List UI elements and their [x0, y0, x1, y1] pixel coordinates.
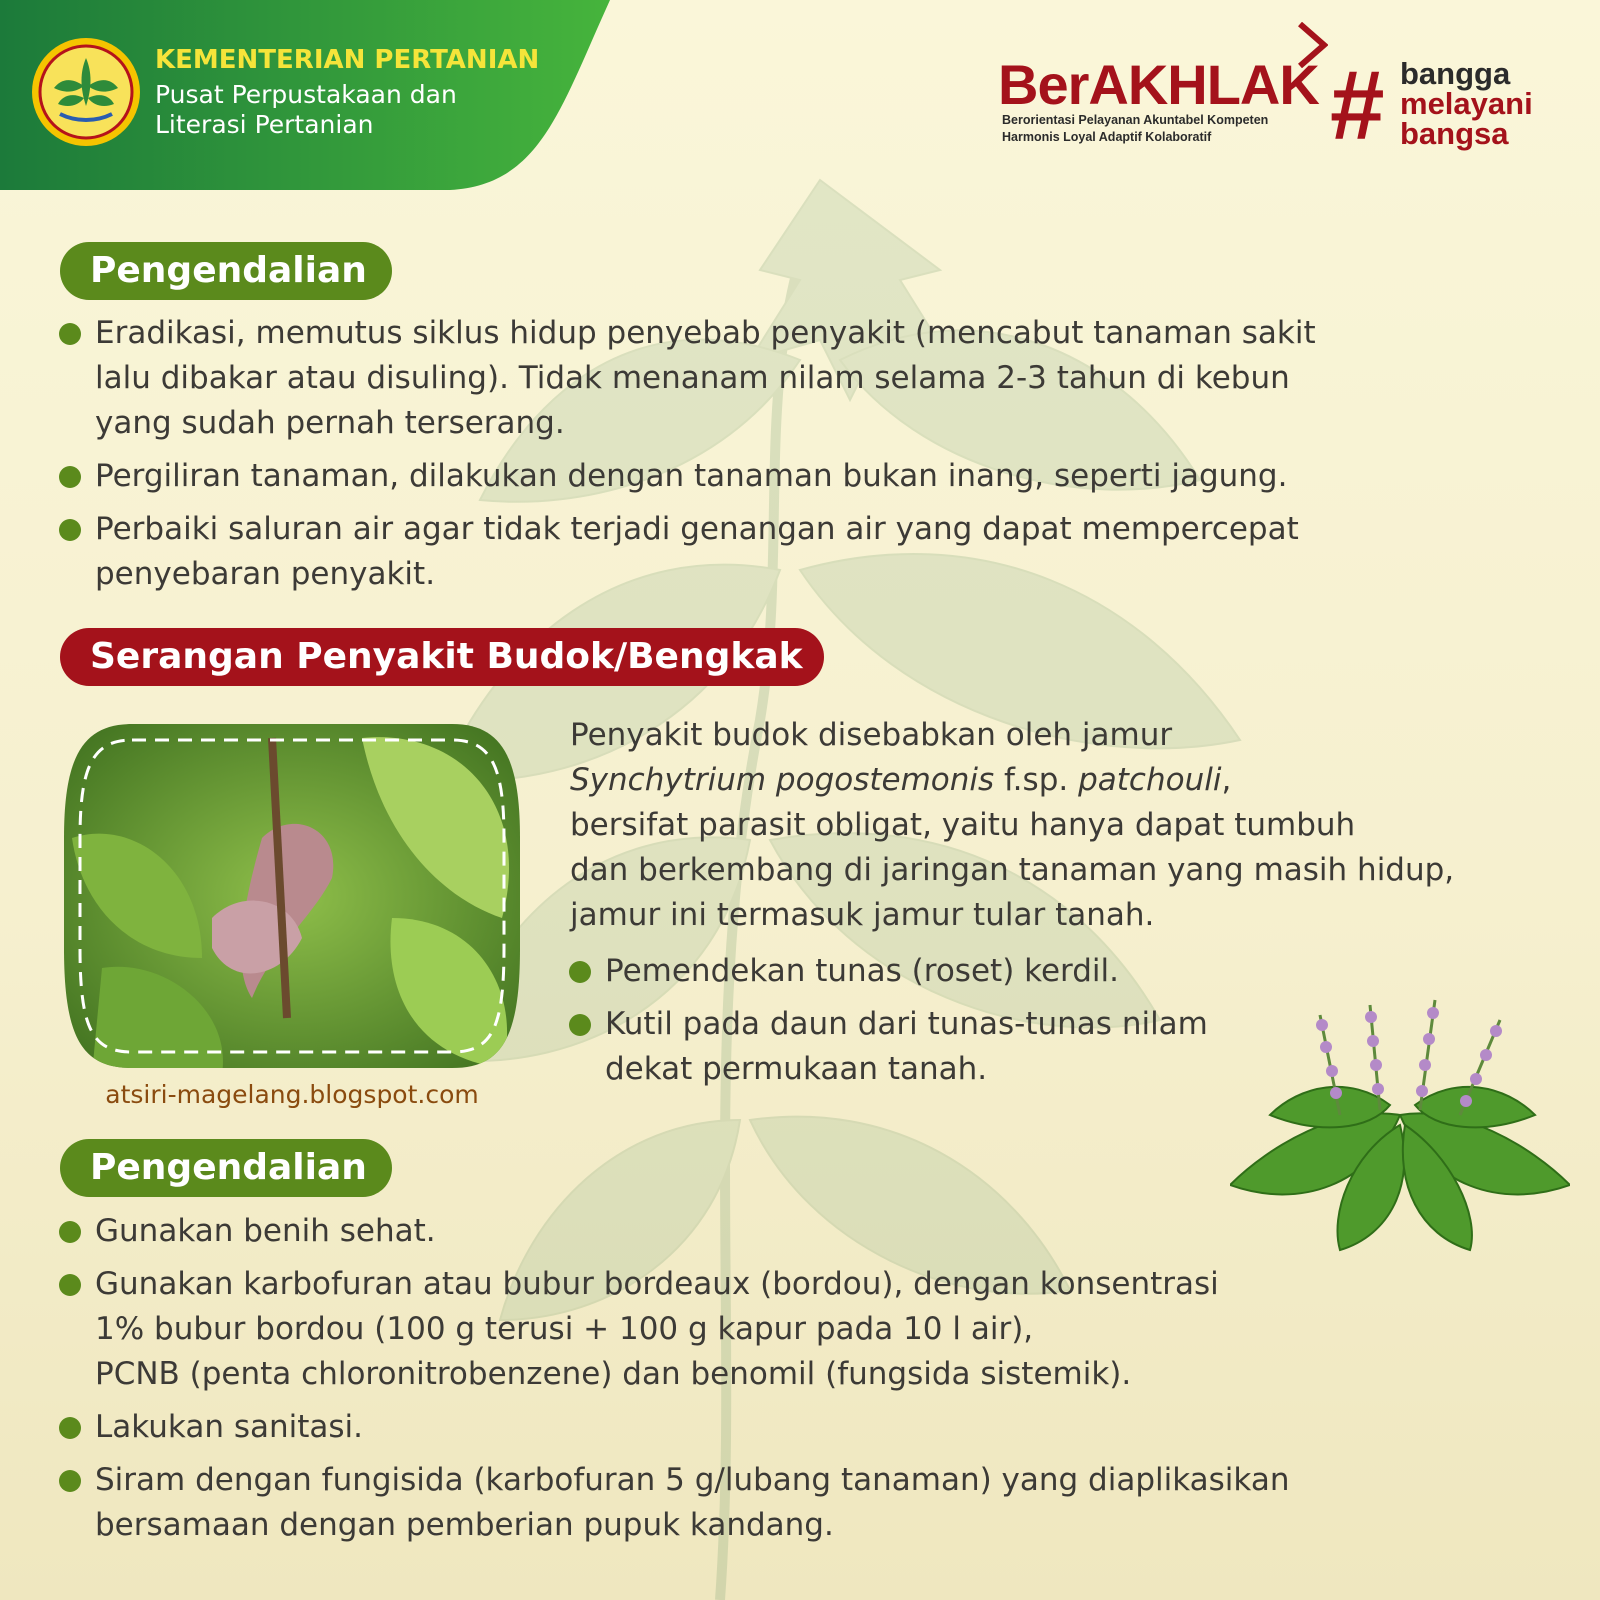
berakhlak-tagline-line2: Harmonis Loyal Adaptif Kolaboratif: [1002, 130, 1212, 144]
list-item: Gunakan karbofuran atau bubur bordeaux (bordou), dengan konsentrasi 1% bubur bordou (100 g terusi + 100 g kapur pada 10 l air), PCNB (penta chloronitrobenzene) dan benomil (fungsida sistemik).: [95, 1262, 1415, 1397]
description-line: Synchytrium pogostemonis f.sp. patchouli,: [570, 762, 1232, 798]
chevron-icon: [1296, 22, 1328, 68]
bullet-icon: [59, 1417, 81, 1439]
list-item: Gunakan benih sehat.: [95, 1209, 1415, 1254]
hashtag-symbol: #: [1330, 50, 1385, 160]
control-list-2: [95, 1209, 1415, 1556]
description-line: Penyakit budok disebabkan oleh jamur: [570, 717, 1173, 753]
list-item: Perbaiki saluran air agar tidak terjadi genangan air yang dapat mempercepat penyebaran penyakit.: [95, 507, 1415, 597]
description-line: jamur ini termasuk jamur tular tanah.: [570, 897, 1155, 933]
bullet-icon: [59, 1274, 81, 1296]
hashtag-word-bangsa: bangsa: [1400, 116, 1509, 151]
berakhlak-logo: BerAKHLAK: [998, 53, 1319, 116]
bullet-icon: [569, 1014, 591, 1036]
bullet-icon: [59, 466, 81, 488]
bullet-icon: [59, 519, 81, 541]
symptom-list: [605, 949, 1265, 1100]
hashtag-word-melayani: melayani: [1400, 86, 1533, 121]
list-item: Kutil pada daun dari tunas-tunas nilam dekat permukaan tanah.: [605, 1002, 1265, 1092]
bullet-icon: [569, 961, 591, 983]
description-line: bersifat parasit obligat, yaitu hanya dapat tumbuh: [570, 807, 1356, 843]
control-list-1: [95, 311, 1415, 605]
ministry-logo-icon: [30, 36, 142, 148]
diseased-plant-photo: [62, 718, 522, 1074]
berakhlak-tagline-line1: Berorientasi Pelayanan Akuntabel Kompeten: [1002, 113, 1269, 127]
list-item: Eradikasi, memutus siklus hidup penyebab penyakit (mencabut tanaman sakit lalu dibakar atau disuling). Tidak menanam nilam selama 2-3 tahun di kebun yang sudah pernah terserang.: [95, 311, 1415, 446]
photo-caption: atsiri-magelang.blogspot.com: [105, 1080, 479, 1109]
disease-description: [570, 713, 1570, 938]
section-title-pengendalian-2: Pengendalian: [60, 1139, 392, 1197]
forma-specialis-name: patchouli: [1078, 762, 1222, 798]
library-name-line2: Literasi Pertanian: [155, 110, 374, 139]
library-name-line1: Pusat Perpustakaan dan: [155, 80, 457, 109]
description-line: dan berkembang di jaringan tanaman yang masih hidup,: [570, 852, 1455, 888]
bullet-icon: [59, 1221, 81, 1243]
section-title-pengendalian-1: Pengendalian: [60, 242, 392, 300]
ministry-name: KEMENTERIAN PERTANIAN: [155, 45, 540, 75]
section-title-budok: Serangan Penyakit Budok/Bengkak: [60, 628, 824, 686]
list-item: Lakukan sanitasi.: [95, 1405, 1415, 1450]
species-name: Synchytrium pogostemonis: [570, 762, 995, 798]
hashtag-word-bangga: bangga: [1400, 56, 1511, 91]
list-item: Siram dengan fungisida (karbofuran 5 g/lubang tanaman) yang diaplikasikan bersamaan dengan pemberian pupuk kandang.: [95, 1458, 1415, 1548]
bullet-icon: [59, 1470, 81, 1492]
bullet-icon: [59, 323, 81, 345]
list-item: Pemendekan tunas (roset) kerdil.: [605, 949, 1265, 994]
list-item: Pergiliran tanaman, dilakukan dengan tanaman bukan inang, seperti jagung.: [95, 454, 1415, 499]
